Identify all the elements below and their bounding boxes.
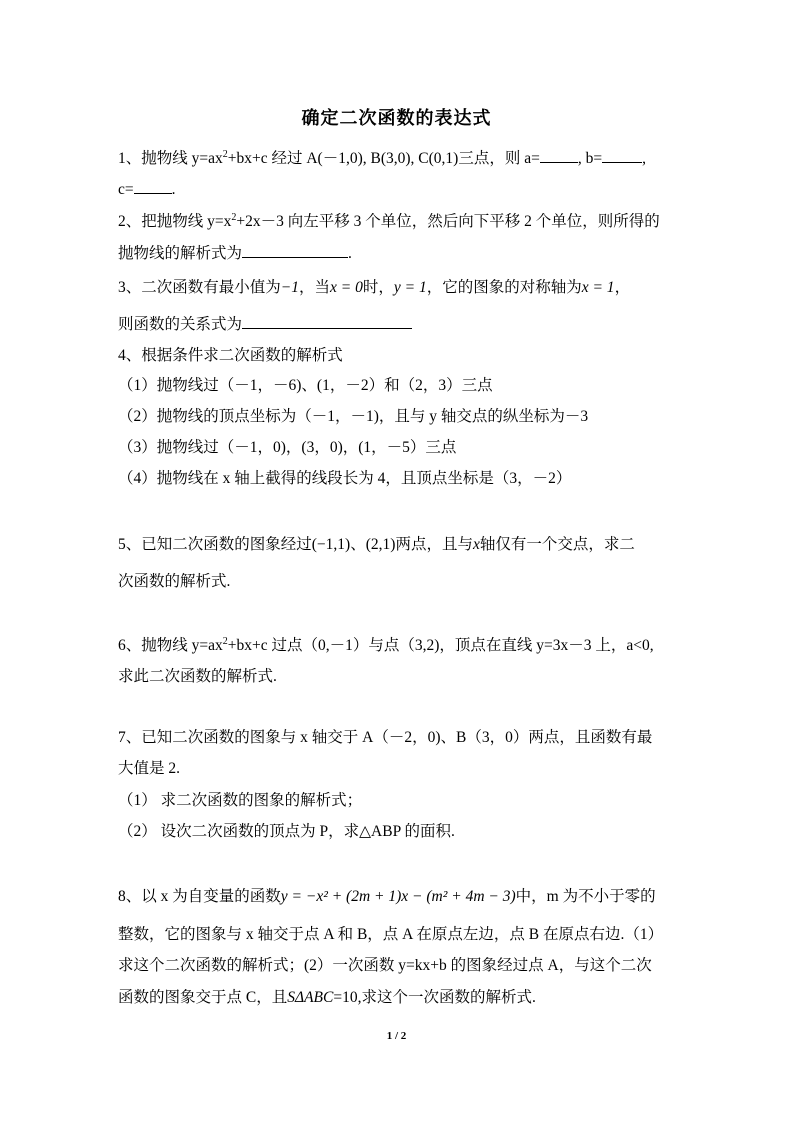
problem-7-line-1: 7、已知二次函数的图象与 x 轴交于 A（－2，0)、B（3，0）两点，且函数有最 xyxy=(118,729,653,746)
answer-blank-parabola[interactable] xyxy=(242,242,348,258)
problem-3-line-1 xyxy=(118,275,630,297)
problem-2-line-2 xyxy=(118,241,352,263)
exponent: 2 xyxy=(222,636,228,647)
math-x-axis: x xyxy=(472,536,480,553)
answer-blank-b[interactable] xyxy=(602,147,642,163)
problem-1-text-e: c= xyxy=(118,181,134,198)
math-y-one: y = 1 xyxy=(393,279,427,296)
problem-3-text-e: ， xyxy=(614,279,631,296)
problem-1-text-c: , b= xyxy=(577,150,603,167)
answer-blank-c[interactable] xyxy=(134,178,172,194)
problem-2-line-1 xyxy=(118,209,660,231)
problem-5-line-2: 次函数的解析式. xyxy=(118,573,231,590)
problem-3-text-f: 则函数的关系式为 xyxy=(118,316,243,333)
problem-1-text-d: , xyxy=(642,150,646,167)
problem-5-text-c: 两点，且与 xyxy=(395,536,473,553)
problem-5-text-a: 5、已知二次函数的图象经过 xyxy=(118,536,312,553)
page-number: 1 / 2 xyxy=(386,1030,407,1042)
problem-8-text-f: =10,求这个一次函数的解析式. xyxy=(333,989,536,1006)
math-point-2: (2,1) xyxy=(365,536,396,553)
problem-3-text-c: 时， xyxy=(362,279,394,296)
problem-3-text-a: 3、二次函数有最小值为 xyxy=(118,279,281,296)
math-point-1: (−1,1) xyxy=(311,536,351,553)
problem-1-text-a: 1、抛物线 y=ax xyxy=(118,150,223,167)
problem-2-text-c: 抛物线的解析式为 xyxy=(118,245,243,262)
problem-8-text-a: 8、以 x 为自变量的函数 xyxy=(118,888,281,905)
problem-4-item-2: （2）抛物线的顶点坐标为（－1，－1)，且与 y 轴交点的纵坐标为－3 xyxy=(118,408,589,425)
problem-3-text-b: ，当 xyxy=(298,279,330,296)
problem-4-item-3: （3）抛物线过（－1，0)，(3，0)，(1，－5）三点 xyxy=(118,439,457,456)
problem-5-text-b: 、 xyxy=(350,536,366,553)
problem-8-line-4 xyxy=(118,985,536,1007)
problem-3-text-d: ，它的图象的对称轴为 xyxy=(426,279,582,296)
problem-1-line-1 xyxy=(118,146,646,168)
problem-6-text-a: 6、抛物线 y=ax xyxy=(118,637,223,654)
problem-1-text-b: +bx+c 经过 A(－1,0), B(3,0), C(0,1)三点，则 a= xyxy=(227,150,540,167)
problem-5-text-d: 轴仅有一个交点，求二 xyxy=(479,536,635,553)
page-title: 确定二次函数的表达式 xyxy=(301,108,492,128)
problem-3-line-2 xyxy=(118,312,412,334)
problem-2-text-a: 2、把抛物线 y=x xyxy=(118,213,232,230)
math-axis: x = 1 xyxy=(581,279,615,296)
problem-7-part-2: （2） 设次二次函数的顶点为 P，求△ABP 的面积. xyxy=(118,823,455,840)
problem-8-line-3: 求这个二次函数的解析式；(2）一次函数 y=kx+b 的图象经过点 A，与这个二次 xyxy=(118,957,652,974)
problem-6-line-1 xyxy=(118,633,654,655)
exponent: 2 xyxy=(231,212,237,223)
problem-8-text-b: 中，m 为不小于零的 xyxy=(515,888,656,905)
problem-8-text-e: 函数的图象交于点 C，且 xyxy=(118,989,288,1006)
answer-blank-function[interactable] xyxy=(242,313,412,329)
problem-7-part-1: （1） 求二次函数的图象的解析式； xyxy=(118,792,363,809)
problem-5-line-1 xyxy=(118,532,635,554)
problem-4-heading: 4、根据条件求二次函数的解析式 xyxy=(118,347,343,364)
problem-2-text-d: . xyxy=(348,245,352,262)
problem-2-text-b: +2x－3 向左平移 3 个单位，然后向下平移 2 个单位，则所得的 xyxy=(236,213,660,230)
problem-6-line-2: 求此二次函数的解析式. xyxy=(118,668,277,685)
problem-4-item-1: （1）抛物线过（－1，－6)、(1，－2）和（2，3）三点 xyxy=(118,377,493,394)
math-x-zero: x = 0 xyxy=(330,279,363,296)
problem-1-line-2 xyxy=(118,178,176,199)
answer-blank-a[interactable] xyxy=(540,147,578,163)
exponent: 2 xyxy=(222,149,228,160)
problem-8-line-1 xyxy=(118,884,656,906)
problem-1-text-f: . xyxy=(171,181,176,198)
problem-7-line-2: 大值是 2. xyxy=(118,760,181,777)
problem-4-item-4: （4）抛物线在 x 轴上截得的线段长为 4，且顶点坐标是（3，－2） xyxy=(118,470,572,487)
math-function: y = −x² + (2m + 1)x − (m² + 4m − 3) xyxy=(280,888,516,905)
math-triangle-area: SΔABC xyxy=(287,989,334,1006)
math-min-value: −1 xyxy=(280,279,299,296)
problem-8-line-2: 整数，它的图象与 x 轴交于点 A 和 B，点 A 在原点左边，点 B 在原点右边.（1） xyxy=(118,926,664,943)
problem-6-text-b: +bx+c 过点（0,－1）与点（3,2)，顶点在直线 y=3x－3 上，a<0, xyxy=(227,637,654,654)
